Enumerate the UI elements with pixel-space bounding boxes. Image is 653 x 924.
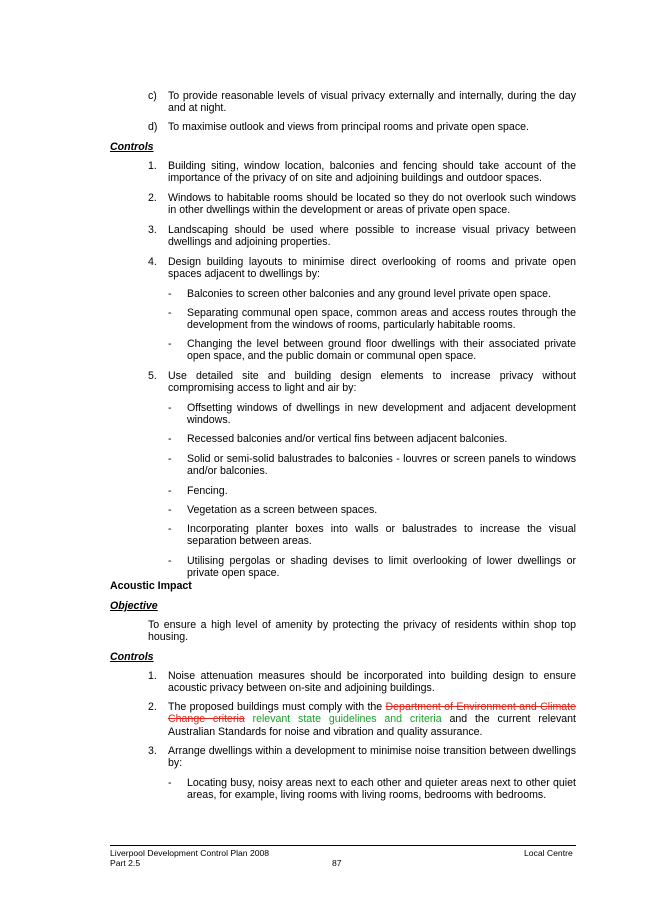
bullet-text: Offsetting windows of dwellings in new development and adjacent development windows. [187, 402, 576, 427]
item-number: 4. [148, 256, 157, 268]
item-text: Arrange dwellings within a development to minimise noise transition between dwellings by: [168, 745, 576, 770]
footer-divider [110, 845, 576, 846]
item-number: d) [148, 121, 158, 133]
bullet-text: Solid or semi-solid balustrades to balconies - louvres or screen panels to windows and/or balconies. [187, 453, 576, 478]
bullet-text: Changing the level between ground floor dwellings with their associated private open space, and the public domain or communal open space. [187, 338, 576, 363]
item-text-after: and the current relevant Australian Standards for noise and vibration and quality assurance. [168, 713, 576, 738]
bullet-text: Incorporating planter boxes into walls or balustrades to increase the visual separation between areas. [187, 523, 576, 548]
objective-heading: Objective [110, 600, 158, 612]
item-text-before: The proposed buildings must comply with the [168, 701, 386, 713]
footer-right: Local Centre [524, 848, 573, 858]
page-number: 87 [332, 858, 342, 868]
controls-heading: Controls [110, 141, 154, 153]
item-text: To provide reasonable levels of visual privacy externally and internally, during the day and at night. [168, 90, 576, 115]
item-number: 1. [148, 670, 157, 682]
item-number: c) [148, 90, 157, 102]
item-text: Landscaping should be used where possible to increase visual privacy between dwellings and adjoining properties. [168, 224, 576, 249]
deleted-text: Department of Environment and Climate Change criteria [168, 701, 576, 726]
bullet-text: Separating communal open space, common areas and access routes through the development from the windows of rooms, particularly habitable rooms. [187, 307, 576, 332]
item-number: 3. [148, 745, 157, 757]
item-number: 1. [148, 160, 157, 172]
objective-text: To ensure a high level of amenity by protecting the privacy of residents within shop top housing. [148, 619, 576, 644]
item-text: Noise attenuation measures should be incorporated into building design to ensure acoustic privacy between on-site and adjoining buildings. [168, 670, 576, 695]
item-text: Design building layouts to minimise direct overlooking of rooms and private open spaces adjacent to dwellings by: [168, 256, 576, 281]
bullet-text: Recessed balconies and/or vertical fins between adjacent balconies. [187, 433, 508, 445]
footer-left-line2: Part 2.5 [110, 858, 141, 868]
inserted-text: relevant state guidelines and criteria [244, 713, 442, 726]
bullet-text: Utilising pergolas or shading devises to limit overlooking of lower dwellings or private open space. [187, 555, 576, 580]
section-title: Acoustic Impact [110, 580, 192, 592]
item-text: Windows to habitable rooms should be located so they do not overlook such windows in other dwellings within the development or areas of private open space. [168, 192, 576, 217]
bullet-text: Locating busy, noisy areas next to each other and quieter areas next to other quiet areas, for example, living rooms with living rooms, bedrooms with bedrooms. [187, 777, 576, 802]
item-number: 2. [148, 701, 157, 713]
item-text: Use detailed site and building design elements to increase privacy without compromising access to light and air by: [168, 370, 576, 395]
item-text: To maximise outlook and views from principal rooms and private open space. [168, 121, 529, 133]
item-text: Building siting, window location, balconies and fencing should take account of the importance of the privacy of on site and adjoining buildings and outdoor spaces. [168, 160, 576, 185]
item-number: 2. [148, 192, 157, 204]
controls-heading: Controls [110, 651, 154, 663]
item-number: 3. [148, 224, 157, 236]
footer-left-line1: Liverpool Development Control Plan 2008 [110, 848, 270, 858]
document-page: c) To provide reasonable levels of visual privacy externally and internally, during the day and at night. d) To maximise outlook and views from principal rooms and private open space. Controls 1. Building siting, window location, balconies and fencing should take account of the importance of the privacy of on site and adjoining buildings and outdoor spaces. 2. Windows to habitable rooms should be located so they do not overlook such windows in other dwellings within the development or areas of private open space. 3. Landscaping should be used where possible to increase visual privacy between dwellings and adjoining properties. 4. Design building layouts to minimise direct overlooking of rooms and private open spaces adjacent to dwellings by: - Balconies to screen other balconies and any ground level private open space. - Separating communal open space, common areas and access routes through the development from the windows of rooms, particularly habitable rooms. - Changing the level between ground floor dwellings with their associated private open space, and the public domain or communal open space. 5. Use detailed site and building design elements to increase privacy without compromising access to light and air by: - Offsetting windows of dwellings in new development and adjacent development windows. - Recessed balconies and/or vertical fins between adjacent balconies. - Solid or semi-solid balustrades to balconies - louvres or screen panels to windows and/or balconies. - Fencing. - Vegetation as a screen between spaces. - Incorporating planter boxes into walls or balustrades to increase the visual separation between areas. - Utilising pergolas or shading devises to limit overlooking of lower dwellings or private open space. Acoustic Impact Objective To ensure a high level of amenity by protecting the privacy of residents within shop top housing. Controls 1. Noise attenuation measures should be incorporated into building design to ensure acoustic privacy between on-site and adjoining buildings. 2. The proposed buildings must comply with the Department of Environment and Climate Change criteria relevant state guidelines and criteria and the current relevant Australian Standards for noise and vibration and quality assurance. 3. Arrange dwellings within a development to minimise noise transition between dwellings by: - Locating busy, noisy areas next to each other and quieter areas next to other quiet areas, for example, living rooms with living rooms, bedrooms with bedrooms. Liverpool Development Control Plan 2008 Part 2.5 87 Local Centre [110, 90, 576, 868]
bullet-text: Balconies to screen other balconies and any ground level private open space. [187, 288, 551, 300]
item-number: 5. [148, 370, 157, 382]
bullet-text: Vegetation as a screen between spaces. [187, 504, 378, 516]
item-text [168, 701, 576, 738]
bullet-text: Fencing. [187, 485, 228, 497]
